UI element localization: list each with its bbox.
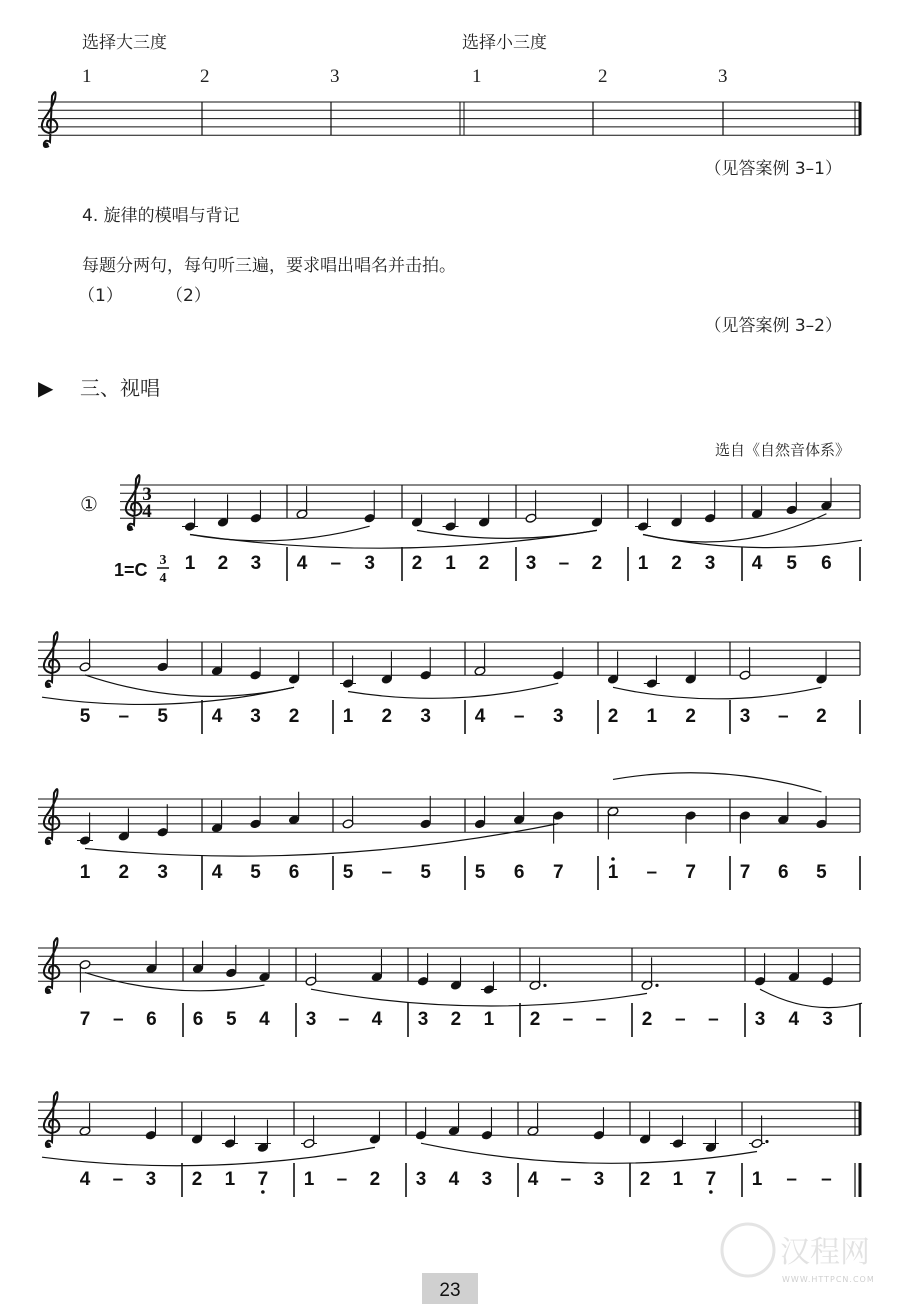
jianpu-note: 4: [371, 1009, 383, 1030]
exercise-number: 1: [82, 66, 92, 87]
treble-clef-icon: [126, 475, 141, 530]
jianpu-note: 3: [704, 553, 716, 574]
jianpu-note: 1: [445, 553, 456, 574]
jianpu-dash: –: [562, 1009, 574, 1030]
jianpu-note: 1: [637, 553, 649, 574]
score-system: [38, 1092, 860, 1197]
jianpu-note: 2: [685, 706, 696, 727]
jianpu-note: 6: [192, 1009, 204, 1030]
jianpu-note: 4: [79, 1169, 91, 1190]
jianpu-note: 4: [211, 706, 223, 727]
jianpu-note: 5: [474, 862, 486, 883]
jianpu-note: 3: [415, 1169, 427, 1190]
treble-clef-icon: [45, 839, 50, 844]
jianpu-dash: –: [112, 1169, 124, 1190]
jianpu-dash: –: [674, 1009, 686, 1030]
slur: [190, 530, 597, 548]
high-octave-dot: [611, 857, 615, 861]
exercise-number: 3: [330, 66, 340, 87]
exercise-number: ①: [80, 494, 98, 516]
triangle-bullet-icon: ▶: [38, 376, 54, 400]
jianpu-dash: –: [336, 1169, 348, 1190]
jianpu-note: 7: [552, 862, 564, 883]
jianpu-note: 1: [303, 1169, 315, 1190]
jianpu-time-top: 3: [159, 553, 167, 568]
jianpu-note: 1: [672, 1169, 684, 1190]
slur: [85, 824, 558, 857]
slur: [760, 989, 862, 1007]
blank-staff: [38, 92, 860, 147]
jianpu-note: 7: [739, 862, 751, 883]
jianpu-note: 1: [751, 1169, 763, 1190]
jianpu-note: 2: [816, 706, 827, 727]
jianpu-note: 2: [450, 1009, 462, 1030]
augmentation-dot: [765, 1140, 768, 1143]
jianpu-note: 3: [145, 1169, 157, 1190]
treble-clef-icon: [44, 789, 59, 844]
treble-clef-icon: [44, 632, 59, 687]
jianpu-note: 1: [646, 706, 658, 727]
instruction-text: 每题分两句，每句听三遍，要求唱出唱名并击拍。: [82, 256, 456, 276]
key-signature: 1=C: [114, 560, 148, 580]
jianpu-note: 7: [705, 1169, 717, 1190]
answer-reference: （见答案例 3–2）: [704, 316, 842, 336]
item-label: （1）: [78, 286, 123, 306]
staff-time-bottom: 4: [142, 501, 152, 522]
slur: [85, 675, 294, 696]
jianpu-note: 4: [751, 553, 763, 574]
jianpu-note: 2: [381, 706, 393, 727]
jianpu-dash: –: [558, 553, 570, 574]
treble-clef-icon: [44, 1092, 59, 1147]
jianpu-note: 3: [739, 706, 751, 727]
augmentation-dot: [655, 984, 658, 987]
jianpu-dash: –: [786, 1169, 797, 1190]
jianpu-note: 1: [483, 1009, 495, 1030]
jianpu-note: 2: [369, 1169, 381, 1190]
jianpu-dash: –: [330, 553, 342, 574]
jianpu-dash: –: [821, 1169, 832, 1190]
jianpu-note: 1: [79, 862, 91, 883]
jianpu-note: 3: [364, 553, 375, 574]
treble-clef-icon: [45, 682, 50, 687]
jianpu-note: 6: [288, 862, 300, 883]
score-system: [38, 938, 862, 1037]
jianpu-note: 3: [552, 706, 564, 727]
low-octave-dot: [261, 1190, 265, 1194]
jianpu-note: 6: [513, 862, 525, 883]
jianpu-dash: –: [708, 1009, 719, 1030]
jianpu-note: 6: [821, 553, 832, 574]
source-citation: 选自《自然音体系》: [714, 441, 850, 459]
jianpu-note: 1: [342, 706, 354, 727]
treble-clef-icon: [45, 988, 50, 993]
jianpu-note: 2: [671, 553, 682, 574]
exercise-number: 1: [472, 66, 482, 87]
augmentation-dot: [543, 984, 546, 987]
slur: [348, 683, 558, 698]
jianpu-note: 2: [529, 1009, 541, 1030]
slur: [311, 989, 647, 1006]
jianpu-note: 5: [342, 862, 354, 883]
jianpu-dash: –: [118, 706, 130, 727]
watermark: [722, 1224, 875, 1284]
jianpu-note: 1: [184, 553, 196, 574]
jianpu-note: 2: [641, 1009, 653, 1030]
treble-clef-icon: [45, 1142, 50, 1147]
jianpu-note: 5: [157, 706, 168, 727]
jianpu-note: 3: [593, 1169, 605, 1190]
major-third-label: 选择大三度: [82, 33, 167, 53]
slur: [42, 687, 294, 704]
watermark-logo-icon: [722, 1224, 774, 1276]
section-heading: 三、视唱: [80, 376, 160, 400]
score-system: [38, 632, 860, 734]
answer-reference: （见答案例 3–1）: [704, 159, 842, 179]
jianpu-note: 1: [224, 1169, 236, 1190]
jianpu-dash: –: [560, 1169, 572, 1190]
slur: [613, 687, 821, 698]
slur: [643, 535, 862, 548]
jianpu-note: 1: [607, 862, 619, 883]
jianpu-note: 3: [525, 553, 537, 574]
exercise-number: 2: [200, 66, 210, 87]
score-system: [38, 773, 860, 890]
slur: [42, 1147, 375, 1165]
jianpu-note: 2: [639, 1169, 651, 1190]
jianpu-note: 2: [191, 1169, 203, 1190]
jianpu-note: 3: [481, 1169, 493, 1190]
slur: [85, 973, 264, 991]
jianpu-dash: –: [381, 862, 393, 883]
jianpu-note: 6: [777, 862, 789, 883]
jianpu-dash: –: [777, 706, 789, 727]
section-heading: 4. 旋律的模唱与背记: [82, 206, 240, 226]
jianpu-note: 3: [157, 862, 168, 883]
jianpu-note: 4: [527, 1169, 539, 1190]
jianpu-note: 2: [591, 553, 603, 574]
jianpu-note: 3: [417, 1009, 429, 1030]
slur: [613, 773, 821, 792]
jianpu-note: 5: [250, 862, 261, 883]
jianpu-note: 2: [217, 553, 229, 574]
jianpu-note: 3: [822, 1009, 833, 1030]
jianpu-note: 4: [474, 706, 486, 727]
jianpu-note: 7: [79, 1009, 91, 1030]
jianpu-note: 2: [478, 553, 490, 574]
jianpu-dash: –: [646, 862, 658, 883]
jianpu-note: 5: [225, 1009, 237, 1030]
watermark-url: WWW.HTTPCN.COM: [782, 1275, 875, 1284]
jianpu-dash: –: [112, 1009, 124, 1030]
exercise-number: 3: [718, 66, 728, 87]
jianpu-note: 2: [607, 706, 619, 727]
jianpu-dash: –: [338, 1009, 350, 1030]
treble-clef-icon: [43, 142, 48, 147]
jianpu-note: 4: [259, 1009, 270, 1030]
jianpu-note: 4: [296, 553, 308, 574]
jianpu-note: 7: [257, 1169, 269, 1190]
jianpu-note: 4: [211, 862, 223, 883]
jianpu-note: 5: [420, 862, 431, 883]
jianpu-note: 3: [754, 1009, 766, 1030]
item-label: （2）: [166, 286, 211, 306]
jianpu-note: 5: [816, 862, 827, 883]
jianpu-note: 5: [786, 553, 797, 574]
jianpu-note: 3: [420, 706, 431, 727]
jianpu-note: 3: [305, 1009, 317, 1030]
jianpu-note: 7: [685, 862, 696, 883]
score-system: [120, 475, 862, 581]
low-octave-dot: [709, 1190, 713, 1194]
jianpu-note: 5: [79, 706, 91, 727]
minor-third-label: 选择小三度: [462, 33, 547, 53]
jianpu-note: 2: [118, 862, 130, 883]
jianpu-note: 3: [250, 706, 261, 727]
exercise-number: 2: [598, 66, 608, 87]
staff-time-top: 3: [142, 484, 152, 505]
treble-clef-icon: [42, 92, 57, 147]
watermark-brand: 汉程网: [780, 1235, 870, 1270]
jianpu-note: 6: [146, 1009, 157, 1030]
treble-clef-icon: [127, 525, 132, 530]
jianpu-note: 4: [788, 1009, 800, 1030]
page-number: 23: [439, 1280, 461, 1301]
slur: [417, 530, 597, 538]
jianpu-time-bottom: 4: [159, 571, 167, 586]
jianpu-note: 2: [288, 706, 300, 727]
jianpu-dash: –: [595, 1009, 607, 1030]
jianpu-note: 4: [448, 1169, 460, 1190]
jianpu-dash: –: [513, 706, 525, 727]
treble-clef-icon: [44, 938, 59, 993]
jianpu-note: 3: [250, 553, 262, 574]
jianpu-note: 2: [411, 553, 423, 574]
